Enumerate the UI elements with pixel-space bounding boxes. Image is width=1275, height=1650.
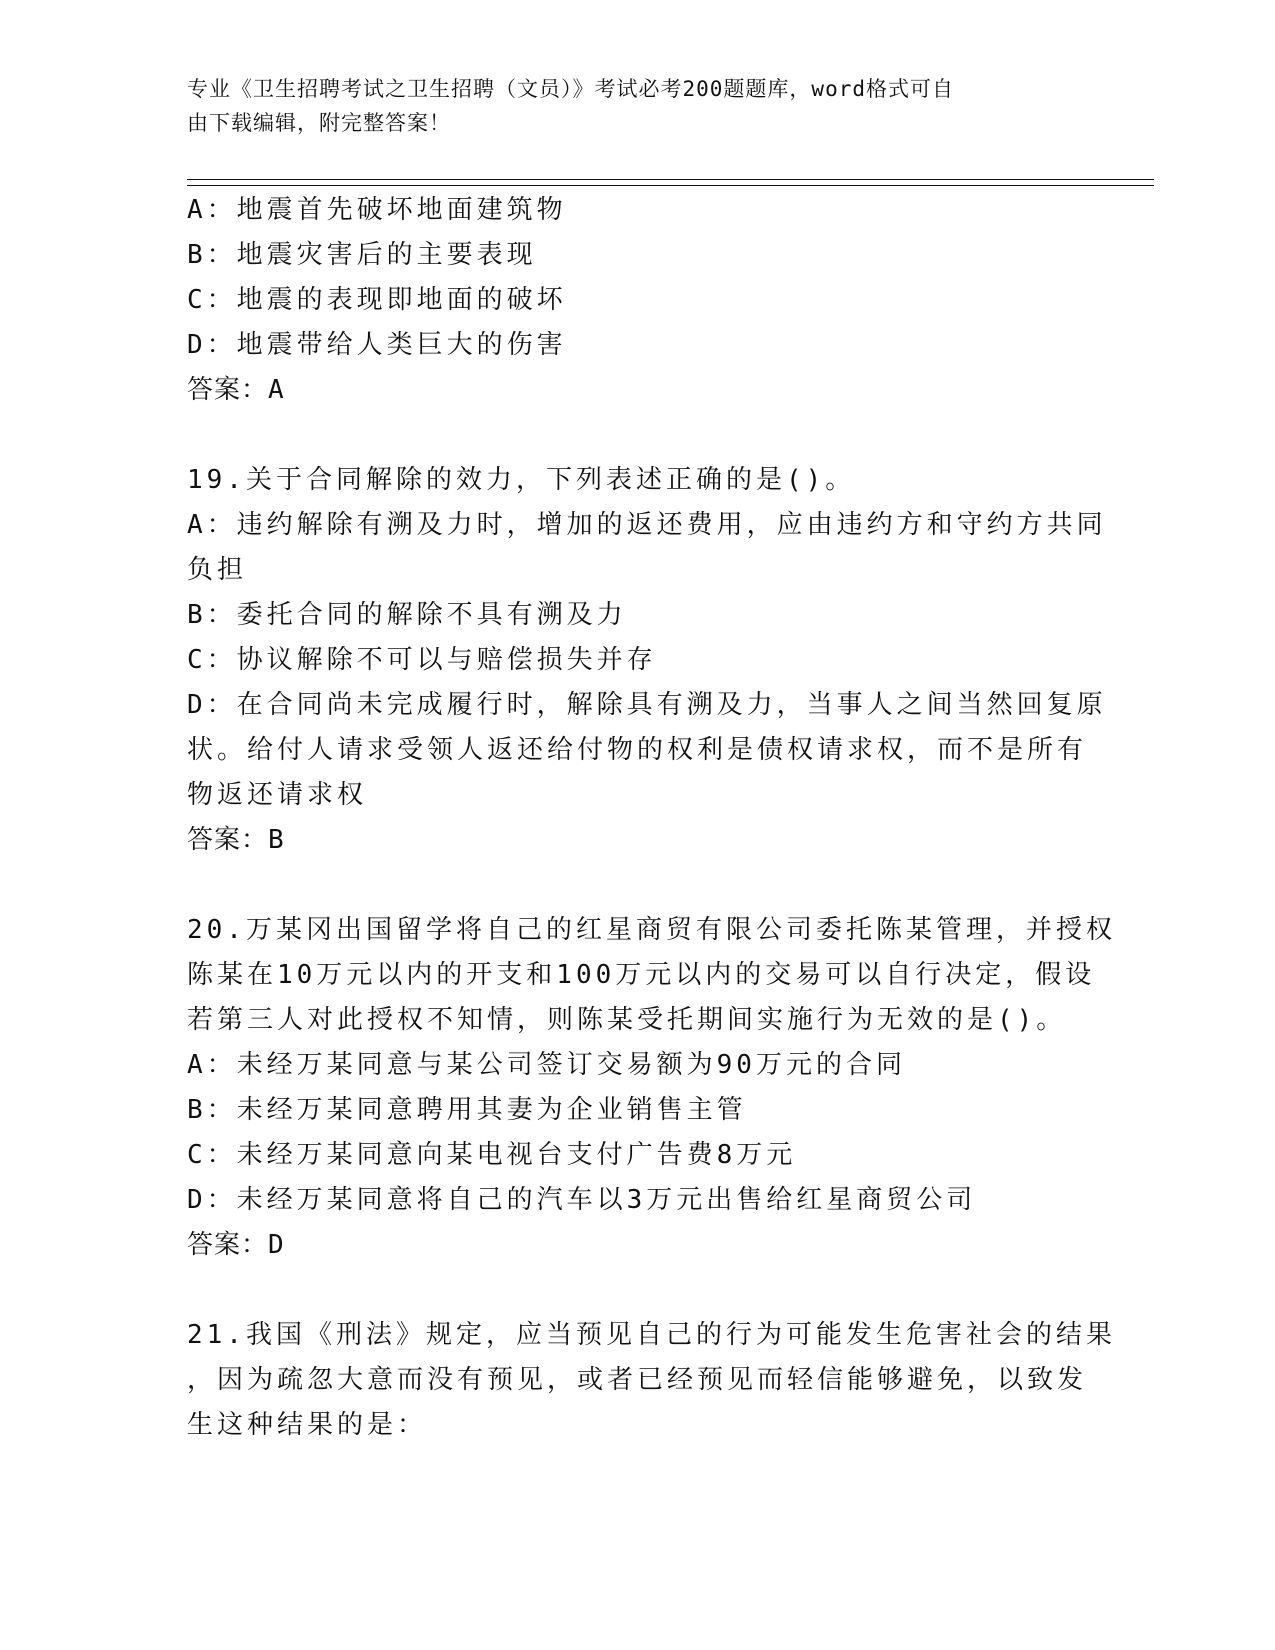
- q19-option-b: B：委托合同的解除不具有溯及力: [187, 600, 627, 630]
- q18-option-b: B：地震灾害后的主要表现: [187, 240, 537, 270]
- question-content: [187, 188, 1116, 1448]
- question-18-block: [187, 188, 1087, 413]
- q18-option-c: C：地震的表现即地面的破坏: [187, 285, 567, 315]
- q20-answer: 答案：D: [187, 1230, 285, 1260]
- q20-option-c: C：未经万某同意向某电视台支付广告费8万元: [187, 1140, 797, 1170]
- header-divider-top: [187, 179, 1154, 180]
- header-divider-bottom: [187, 185, 1154, 186]
- spacer: [187, 863, 1087, 908]
- q18-option-d: D：地震带给人类巨大的伤害: [187, 330, 567, 360]
- document-header: [187, 72, 1067, 140]
- q19-stem: 19.关于合同解除的效力，下列表述正确的是()。: [187, 465, 856, 495]
- q18-option-a: A：地震首先破坏地面建筑物: [187, 195, 567, 225]
- q20-stem-line-2: 陈某在10万元以内的开支和100万元以内的交易可以自行决定，假设: [187, 960, 1096, 990]
- header-line-2: 由下载编辑，附完整答案！: [187, 111, 451, 135]
- q21-stem-line-3: 生这种结果的是：: [187, 1410, 428, 1440]
- header-line-1: 专业《卫生招聘考试之卫生招聘（文员）》考试必考200题题库，word格式可自: [187, 77, 954, 101]
- q20-stem-line-1: 20.万某冈出国留学将自己的红星商贸有限公司委托陈某管理，并授权: [187, 915, 1116, 945]
- q20-option-a: A：未经万某同意与某公司签订交易额为90万元的合同: [187, 1050, 906, 1080]
- question-20-block: [187, 908, 1116, 1268]
- q19-option-d-line-1: D：在合同尚未完成履行时，解除具有溯及力，当事人之间当然回复原: [187, 690, 1107, 720]
- q19-option-c: C：协议解除不可以与赔偿损失并存: [187, 645, 657, 675]
- q20-stem-line-3: 若第三人对此授权不知情，则陈某受托期间实施行为无效的是()。: [187, 1005, 1067, 1035]
- q21-stem-line-1: 21.我国《刑法》规定，应当预见自己的行为可能发生危害社会的结果: [187, 1320, 1116, 1350]
- q19-option-d-line-2: 状。给付人请求受领人返还给付物的权利是债权请求权，而不是所有: [187, 735, 1088, 765]
- q19-option-a-line-1: A：违约解除有溯及力时，增加的返还费用，应由违约方和守约方共同: [187, 510, 1107, 540]
- question-21-block: [187, 1313, 1116, 1448]
- q19-option-d-line-3: 物返还请求权: [187, 780, 368, 810]
- q20-option-d: D：未经万某同意将自己的汽车以3万元出售给红星商贸公司: [187, 1185, 977, 1215]
- q19-answer: 答案：B: [187, 825, 285, 855]
- spacer: [187, 1268, 1087, 1313]
- q21-stem-line-2: ，因为疏忽大意而没有预见，或者已经预见而轻信能够避免，以致发: [187, 1365, 1088, 1395]
- spacer: [187, 413, 1087, 458]
- q20-option-b: B：未经万某同意聘用其妻为企业销售主管: [187, 1095, 747, 1125]
- q19-option-a-line-2: 负担: [187, 555, 248, 585]
- question-19-block: [187, 458, 1107, 863]
- q18-answer: 答案：A: [187, 375, 285, 405]
